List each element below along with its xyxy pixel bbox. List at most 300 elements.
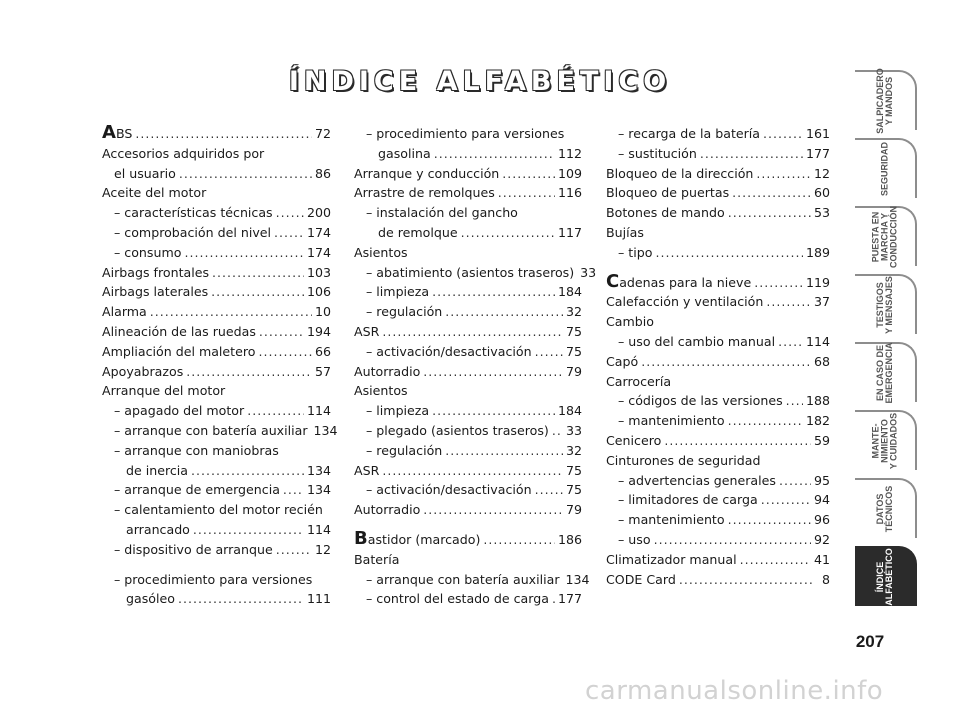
dot-leader [728,411,803,431]
index-entry [606,431,830,451]
index-entry [354,401,582,421]
entry-page: 114 [306,403,331,419]
entry-page: 112 [557,145,582,161]
dot-leader [179,164,312,184]
entry-text [114,401,244,421]
page-number: 207 [855,632,885,651]
entry-label: – arranque con batería auxiliar [366,571,560,587]
entry-label: el usuario [114,165,176,181]
entry-text [354,461,379,481]
entry-text [618,243,652,263]
entry-label: ASR [354,462,380,478]
section-tab[interactable] [855,138,917,198]
entry-label: Cambio [606,314,654,330]
dot-leader [535,342,563,362]
entry-label: – tipo [618,244,653,260]
dot-leader [186,362,312,382]
entry-page: 117 [557,224,582,240]
dot-leader [211,282,304,302]
index-entry [606,292,830,312]
index-entry [606,164,830,184]
entry-text [354,322,379,342]
entry-page: 10 [314,304,331,320]
entry-text [606,352,638,372]
section-tab-label: DATOS TÉCNICOS [875,485,894,533]
index-entry [354,322,582,342]
index-entry [606,411,830,431]
entry-text [102,322,256,342]
entry-page: 188 [805,393,830,409]
index-entry [606,144,830,164]
entry-label: Cenicero [606,432,662,448]
entry-text [366,263,574,283]
dot-leader [778,332,803,352]
entry-label: – uso del cambio manual [618,333,776,349]
entry-text [366,421,549,441]
section-tabs [855,70,917,614]
index-entry [354,550,582,570]
entry-label: – códigos de las versiones [618,393,783,409]
entry-text [366,203,518,223]
entry-page: 75 [565,462,582,478]
entry-label: – instalación del gancho [366,205,518,221]
dot-leader [247,401,304,421]
index-entry [102,223,331,243]
section-tab[interactable] [855,546,917,606]
dot-leader [732,183,811,203]
index-column-2 [354,124,597,609]
entry-page: 174 [306,224,331,240]
entry-text [114,570,312,590]
index-entry [606,490,830,510]
index-entry [354,243,582,263]
entry-page: 92 [813,531,830,547]
entry-text [606,292,763,312]
entry-label: – uso [618,531,651,547]
entry-page: 66 [314,343,331,359]
entry-page: 194 [306,323,331,339]
entry-page: 95 [813,472,830,488]
page-title: ÍNDICE ALFABÉTICO [288,66,672,97]
dot-leader [276,540,312,560]
entry-page: 116 [557,185,582,201]
index-entry [102,322,331,342]
entry-label: – mantenimiento [618,512,725,528]
dot-leader [766,292,811,312]
entry-label: gasóleo [126,591,175,607]
entry-label: de inercia [126,462,189,478]
entry-page: 177 [805,145,830,161]
index-entry [354,421,582,441]
entry-text [606,431,661,451]
entry-text [366,401,429,421]
entry-text [606,164,753,184]
index-entry [102,164,331,184]
entry-label: Batería [354,551,400,567]
entry-gap [606,263,830,273]
index-entry [354,124,582,144]
entry-label: de remolque [378,224,458,240]
entry-text [114,441,279,461]
entry-label: Asientos [354,244,408,260]
section-tab[interactable] [855,206,917,266]
index-entry [102,421,338,441]
entry-page: 8 [821,571,830,587]
dot-leader [276,203,304,223]
dot-leader [535,480,563,500]
index-entry [102,362,331,382]
index-column-3 [606,124,830,589]
index-entry [606,203,830,223]
entry-label: – arranque con batería auxiliar [114,422,308,438]
entry-page: 182 [805,413,830,429]
section-tab-label: EN CASO DE EMERGENCIA [875,342,894,404]
index-entry [354,342,582,362]
entry-page: 12 [314,541,331,557]
entry-label: – comprobación del nivel [114,224,272,240]
entry-label: CODE Card [606,571,676,587]
entry-label: – control del estado de carga [366,591,549,607]
entry-text [366,570,560,590]
entry-label: – regulación [366,304,443,320]
entry-label: Asientos [354,383,408,399]
entry-text [366,124,564,144]
index-entry [606,332,830,352]
entry-text [114,421,308,441]
entry-label: Airbags laterales [102,284,209,300]
index-entry [102,342,331,362]
index-entry [102,144,331,164]
entry-label: Accesorios adquiridos por [102,145,265,161]
entry-label: Botones de mando [606,205,725,221]
entry-page: 109 [557,165,582,181]
index-entry [102,500,331,520]
section-tab-label: MANTE- NIMIENTO Y CUIDADOS [870,412,899,470]
dot-leader [728,203,811,223]
entry-page: 134 [306,462,331,478]
index-entry [354,480,582,500]
entry-label: – limitadores de carga [618,492,758,508]
entry-page: 60 [813,185,830,201]
entry-page: 134 [306,482,331,498]
entry-gap [102,560,331,570]
entry-label: gasolina [378,145,431,161]
dot-leader [498,183,555,203]
dot-leader [212,263,304,283]
entry-text [606,550,737,570]
section-tab[interactable] [855,478,917,538]
dot-leader [664,431,811,451]
entry-page: 32 [565,442,582,458]
entry-text [114,540,273,560]
entry-text [366,342,532,362]
dot-leader [761,490,811,510]
index-entry [102,540,331,560]
entry-label: Cinturones de seguridad [606,452,761,468]
dot-leader [382,461,563,481]
entry-page: 184 [557,284,582,300]
entry-page: 186 [557,531,582,547]
index-entry [354,381,582,401]
index-column-1 [102,122,338,609]
entry-label: – arranque con maniobras [114,442,279,458]
entry-page: 114 [805,333,830,349]
entry-page: 72 [314,126,331,141]
entry-text [618,510,725,530]
entry-text [102,183,206,203]
entry-label: – limpieza [366,284,430,300]
dot-leader [552,421,563,441]
entry-page: 96 [813,512,830,528]
entry-text [126,589,175,609]
index-entry [606,243,830,263]
entry-label: Airbags frontales [102,264,210,280]
dot-leader [445,441,563,461]
entry-label: Alineación de las ruedas [102,323,256,339]
entry-page: 79 [565,363,582,379]
index-entry [606,530,830,550]
entry-text [114,223,271,243]
dot-leader [434,144,555,164]
entry-text [114,500,323,520]
entry-text [618,490,758,510]
entry-label: Climatizador manual [606,551,737,567]
dot-leader [763,124,803,144]
index-entry [354,183,582,203]
entry-text [618,144,697,164]
entry-text [606,312,654,332]
entry-text [102,124,132,144]
index-entry [354,500,582,520]
index-entry [354,263,597,283]
entry-text [354,164,499,184]
entry-gap [354,520,582,530]
entry-page: 32 [565,304,582,320]
dot-leader [786,391,803,411]
index-entry [606,550,830,570]
section-tab-label: SEGURIDAD [879,141,890,197]
entry-label: – regulación [366,442,443,458]
entry-page: 37 [813,294,830,310]
entry-text [114,243,181,263]
dot-leader [191,461,304,481]
entry-text [354,243,408,263]
entry-label: Capó [606,353,639,369]
entry-text [606,270,752,293]
section-initial: B [354,527,368,549]
index-entry [606,451,830,471]
entry-page: 106 [306,284,331,300]
entry-label: – activación/desactivación [366,482,532,498]
section-tab-label: TESTIGOS Y MENSAJES [875,276,894,334]
index-entry [606,570,830,590]
entry-label: Carrocería [606,373,672,389]
entry-label: – procedimiento para versiones [366,126,565,141]
index-entry [354,223,582,243]
entry-page: 86 [314,165,331,181]
dot-leader [679,570,813,590]
dot-leader [283,480,304,500]
dot-leader [552,589,555,609]
index-entry [354,589,582,609]
entry-text [606,451,761,471]
dot-leader [423,362,563,382]
entry-label: BS [115,126,133,141]
entry-label: – sustitución [618,145,697,161]
entry-text [366,589,549,609]
entry-page: 177 [557,591,582,607]
index-entry [354,461,582,481]
dot-leader [178,589,304,609]
entry-text [618,391,783,411]
entry-page: 134 [313,422,338,438]
entry-label: Calefacción y ventilación [606,294,764,310]
entry-text [378,144,431,164]
section-tab-label: SALPICADERO Y MANDOS [875,68,894,134]
index-entry [102,441,331,461]
index-entry [354,527,582,550]
entry-label: – consumo [114,244,182,260]
entry-text [102,282,208,302]
index-entry [102,570,331,590]
entry-label: – dispositivo de arranque [114,541,273,557]
dot-leader [423,500,563,520]
index-entry [102,263,331,283]
entry-text [354,500,420,520]
entry-text [606,570,676,590]
entry-page: 41 [813,551,830,567]
index-entry [102,589,331,609]
entry-text [102,263,209,283]
entry-text [606,183,729,203]
entry-text [102,342,255,362]
entry-label: – mantenimiento [618,413,725,429]
entry-text [354,183,495,203]
index-entry [102,520,331,540]
watermark: carmanualsonline.info [585,676,884,706]
dot-leader [259,322,304,342]
index-entry [354,164,582,184]
dot-leader [483,530,555,550]
entry-text [618,124,760,144]
entry-page: 33 [565,422,582,438]
entry-page: 75 [565,343,582,359]
entry-text [378,223,458,243]
dot-leader [135,124,312,144]
dot-leader [655,243,803,263]
dot-leader [274,223,304,243]
entry-page: 33 [580,264,597,280]
entry-text [114,480,280,500]
entry-text [126,520,190,540]
dot-leader [654,530,811,550]
index-entry [354,570,590,590]
entry-label: – apagado del motor [114,403,245,419]
entry-label: Arrastre de remolques [354,185,495,201]
index-entry [102,461,331,481]
entry-page: 103 [306,264,331,280]
entry-page: 189 [805,244,830,260]
entry-page: 119 [805,274,830,290]
index-entry [102,183,331,203]
index-entry [102,480,331,500]
section-tab-label: PUESTA EN MARCHA Y CONDUCCIÓN [870,206,899,268]
entry-text [618,471,776,491]
index-entry [102,302,331,322]
section-tab[interactable] [855,68,917,134]
dot-leader [700,144,803,164]
entry-label: – procedimiento para versiones [114,571,313,587]
entry-page: 12 [813,165,830,181]
entry-page: 53 [813,205,830,221]
dot-leader [502,164,555,184]
dot-leader [641,352,811,372]
entry-page: 184 [557,403,582,419]
entry-page: 94 [813,492,830,508]
index-entry [354,441,582,461]
entry-text [366,441,442,461]
entry-text [606,223,644,243]
entry-page: 111 [306,591,331,607]
entry-text [114,164,176,184]
entry-page: 68 [813,353,830,369]
entry-page: 57 [314,363,331,379]
index-entry [102,203,331,223]
index-entry [606,471,830,491]
entry-page: 75 [565,482,582,498]
entry-text [102,362,183,382]
entry-label: Bloqueo de la dirección [606,165,754,181]
section-tab[interactable] [855,342,917,402]
dot-leader [184,243,304,263]
entry-label: – abatimiento (asientos traseros) [366,264,575,280]
dot-leader [382,322,563,342]
entry-text [102,381,225,401]
entry-text [102,144,264,164]
index-entry [606,372,830,392]
entry-text [366,282,429,302]
entry-text [354,362,420,382]
entry-label: ASR [354,323,380,339]
entry-label: – plegado (asientos traseros) [366,422,549,438]
entry-page: 75 [565,323,582,339]
entry-label: Arranque y conducción [354,165,500,181]
entry-text [114,203,273,223]
entry-label: Aceite del motor [102,185,207,201]
index-entry [354,362,582,382]
entry-label: Bloqueo de puertas [606,185,730,201]
entry-label: – arranque de emergencia [114,482,280,498]
section-tab[interactable] [855,410,917,470]
section-tab[interactable] [855,274,917,334]
entry-page: 59 [813,432,830,448]
dot-leader [445,302,563,322]
entry-page: 161 [805,126,830,141]
entry-page: 134 [565,571,590,587]
index-entry [354,203,582,223]
entry-text [606,203,725,223]
index-entry [606,312,830,332]
entry-label: arrancado [126,521,190,537]
entry-label: Arranque del motor [102,383,226,399]
entry-text [618,411,725,431]
index-entry [606,391,830,411]
dot-leader [432,401,555,421]
entry-label: Bujías [606,224,644,240]
entry-text [606,372,671,392]
dot-leader [150,302,312,322]
section-initial: C [606,270,620,292]
